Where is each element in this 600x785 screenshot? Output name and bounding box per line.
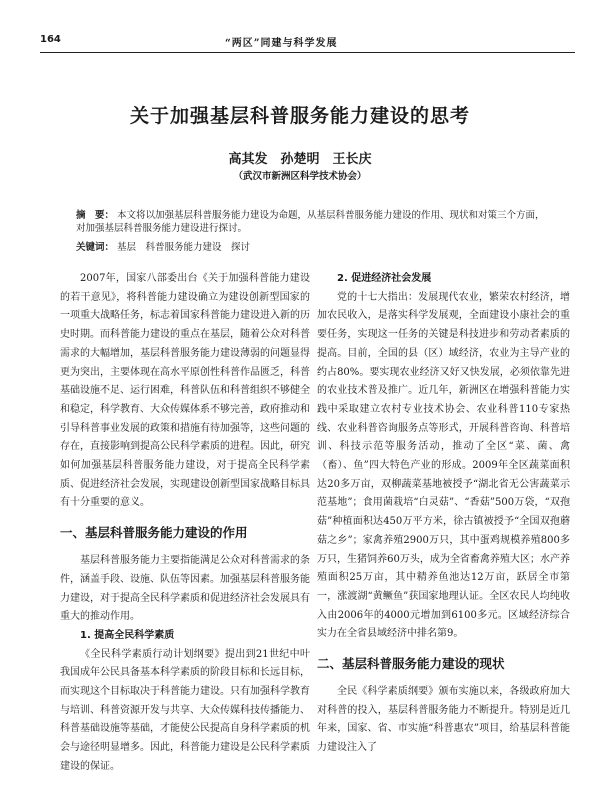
subsection-1-heading: 1. 提高全民科学素质 [80,629,175,641]
abstract-label: 摘 要： [76,210,115,221]
article-authors: 高其发 孙楚明 王长庆 [228,152,372,167]
subsection-1-paragraph: 《全民科学素质行动计划纲要》提出到21世纪中叶我国成年公民具备基本科学素质的阶段目标和长远目标，而实现这个目标取决于科普能力建设。只有加强科学教育与培训、科普资源开发与共享、大众传媒科技传播能力、科普基础设施等基础，才能使公民提高自身科学素质的机会与途径明显增多。因此，科普能力建设是公民科学素质建设的保证。 [60,648,310,772]
section-1-paragraph: 基层科普服务能力主要指能满足公众对科普需求的条件，涵盖手段、设施、队伍等因素。加强基层科普服务能力建设，对于提高全民科学素质和促进经济社会发展具有重大的推动作用。 [60,555,310,623]
subsection-2-heading: 2. 促进经济社会发展 [337,273,432,284]
abstract-text: 本文将以加强基层科普服务能力建设为命题，从基层科普服务能力建设的作用、现状和对策三个方面，对加强基层科普服务能力建设进行探讨。 [76,210,545,234]
running-head: “两区”同建与科学发展 [225,38,338,49]
keywords [76,241,549,254]
intro-paragraph: 2007年，国家八部委出台《关于加强科普能力建设的若干意见》，将科普能力建设确立为建设创新型国家的一项重大战略任务，标志着国家科普能力建设进入新的历史时期。而科普能力建设的重点在基层，随着公众对科普需求的大幅增加，基层科普服务能力建设薄弱的问题显得更为突出，主要体现在高水平原创性科普作品匮乏，科普基础设施不足、运行困难，科普队伍和科普组织不够健全和稳定，科学教育、大众传媒体系不够完善，政府推动和引导科普事业发展的政策和措施有待加强等，这些问题的存在，直接影响到提高公民科学素质的进程。因此，研究如何加强基层科普服务能力建设，对于提高全民科学素质、促进经济社会发展，实现建设创新型国家战略目标具有十分重要的意义。 [60,273,310,509]
keywords-text: 基层 科普服务能力建设 探讨 [117,242,251,253]
article-title: 关于加强基层科普服务能力建设的思考 [129,105,470,127]
subsection-2-paragraph: 党的十七大指出：发展现代农业，繁荣农村经济，增加农民收入，是落实科学发展观，全面建设小康社会的重要任务，实现这一任务的关键是科技进步和劳动者素质的提高。目前，全国的县（区）域经济，农业为主导产业的约占80%。要实现农业经济又好又快发展，必须依靠先进的农业技术普及推广。近几年，新洲区在增强科普能力实践中采取建立农村专业技术协会、农业科普110专家热线、农业科普咨询服务点等形式，开展科普咨询、科普培训、科技示范等服务活动，推动了全区“菜、菌、禽（畜）、鱼”四大特色产业的形成。2009年全区蔬菜面积达20多万亩，双柳蔬菜基地被授予“湖北省无公害蔬菜示范基地”；食用菌栽培“白灵菇”、“香菇”500万袋，“双孢菇”种植面积达450万平方米，徐古镇被授予“全国双孢蘑菇之乡”；家禽养殖2900万只，其中蛋鸡规模养殖800多万只，生猪饲养60万头，成为全省畜禽养殖大区；水产养殖面积25万亩，其中精养鱼池达12万亩，跃居全市第一，涨渡湖“黄鳜鱼”获国家地理认证。全区农民人均纯收入由2006年的4000元增加到6100多元。区域经济综合实力在全省县域经济中排名第9。 [317,291,570,640]
header-rule [40,52,575,53]
article-affiliation: （武汉市新洲区科学技术协会） [233,171,367,182]
section-1-heading: 一、基层科普服务能力建设的作用 [60,525,248,541]
left-column [60,270,310,777]
right-column [317,270,570,758]
keywords-label: 关键词： [76,242,115,253]
section-2-heading: 二、基层科普服务能力建设的现状 [317,656,505,672]
section-2-paragraph: 全民《科学素质纲要》颁布实施以来，各级政府加大对科普的投入，基层科普服务能力不断提升。特别是近几年来，国家、省、市实施“科普惠农”项目，给基层科普能力建设注入了 [317,686,570,754]
abstract [76,209,549,235]
page-number: 164 [40,34,61,45]
